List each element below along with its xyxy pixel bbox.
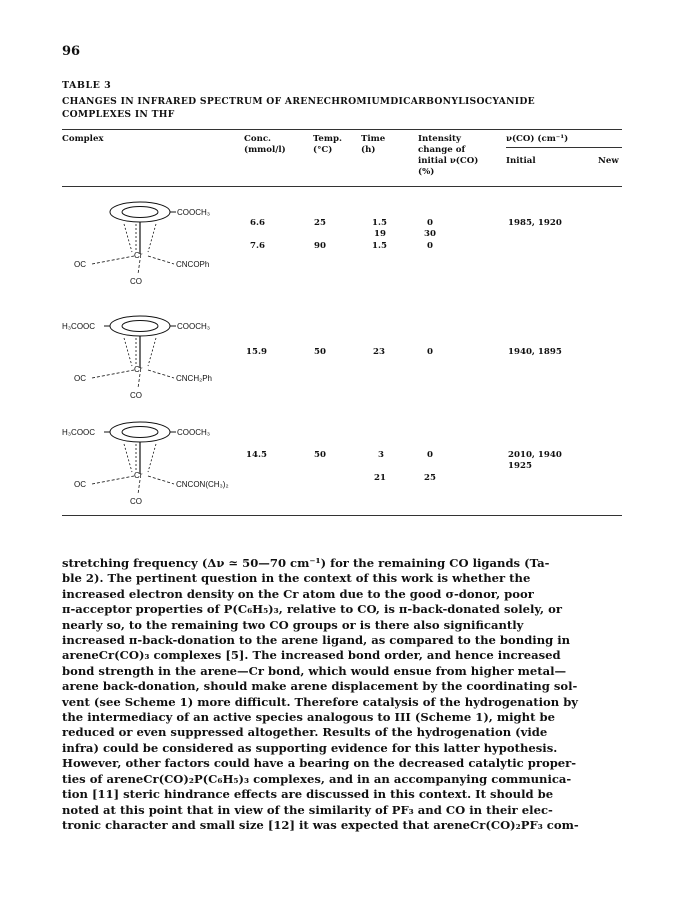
- body-line: noted at this point that in view of the similarity of PF₃ and CO in their elec-: [62, 802, 553, 817]
- body-line: reduced or even suppressed altogether. Results of the hydrogenation (vide: [62, 725, 548, 740]
- body-line: increased electron density on the Cr atom due to the good σ-donor, poor: [62, 586, 534, 601]
- benzene-inner-ring: [122, 321, 158, 332]
- body-line: ties of areneCr(CO)₂P(C₆H₅)₃ complexes, and in an accompanying communica-: [62, 771, 572, 786]
- page-number: 96: [62, 44, 81, 59]
- row3-time-1: 3: [378, 450, 384, 460]
- header-new: New: [598, 156, 619, 166]
- header-nu-co: ν(CO) (cm⁻¹): [506, 134, 569, 144]
- row2-intensity-1: 0: [427, 347, 433, 357]
- header-intensity-line-3: initial ν(CO): [418, 156, 479, 166]
- body-line: stretching frequency (Δν ≃ 50—70 cm⁻¹) for the remaining CO ligands (Ta-: [62, 556, 550, 570]
- row3-time-2: 21: [374, 473, 386, 483]
- table-bottom-rule: [62, 515, 622, 516]
- row3-conc-1: 14.5: [246, 450, 267, 460]
- header-time-line-2: (h): [361, 145, 376, 155]
- row1-temp-2: 90: [314, 241, 326, 251]
- complex-structure-2: [62, 312, 242, 412]
- chromium-label: Cr: [134, 365, 143, 374]
- isocyanide-ligand-label: CNCON(CH₃)₂: [176, 480, 229, 489]
- complex-structure-3: [62, 418, 252, 518]
- row2-conc-1: 15.9: [246, 347, 267, 357]
- row2-time-1: 23: [373, 347, 385, 357]
- row1-conc-1: 6.6: [250, 218, 265, 228]
- table-caption: [62, 96, 622, 121]
- row1-conc-2: 7.6: [250, 241, 265, 251]
- row1-intensity-1: 0: [427, 218, 433, 228]
- complex-structure-1: [62, 192, 242, 292]
- body-line: However, other factors could have a bearing on the decreased catalytic proper-: [62, 756, 577, 771]
- row2-initial-1: 1940, 1895: [508, 347, 562, 357]
- header-intensity-line-2: change of: [418, 145, 466, 155]
- body-line: tronic character and small size [12] it was expected that areneCr(CO)₂PF₃ com-: [62, 817, 579, 832]
- body-line: infra) could be considered as supporting evidence for this latter hypothesis.: [62, 740, 558, 755]
- body-line: tion [11] steric hindrance effects are discussed in this context. It should be: [62, 787, 554, 802]
- header-complex: Complex: [62, 134, 104, 144]
- substituent-top: COOCH₃: [177, 208, 211, 217]
- isocyanide-ligand-label: CNCH₂Ph: [176, 374, 212, 383]
- body-paragraph: [62, 556, 626, 833]
- row3-temp-1: 50: [314, 450, 326, 460]
- row1-intensity-3: 0: [427, 241, 433, 251]
- header-conc: [244, 134, 286, 156]
- header-time: [361, 134, 385, 156]
- header-intensity: [418, 134, 478, 178]
- oc-ligand-label: OC: [74, 374, 86, 383]
- row3-intensity-2: 25: [424, 473, 436, 483]
- header-initial: Initial: [506, 156, 536, 166]
- benzene-ring: [110, 202, 170, 222]
- body-line: bond strength in the arene—Cr bond, which would ensue from higher metal—: [62, 663, 567, 678]
- benzene-ring: [110, 422, 170, 442]
- body-line: ble 2). The pertinent question in the context of this work is whether the: [62, 571, 531, 586]
- header-conc-line-1: Conc.: [244, 134, 272, 144]
- header-temp-line-1: Temp.: [313, 134, 342, 144]
- header-temp-line-2: (°C): [313, 145, 333, 155]
- header-temp: [313, 134, 342, 156]
- table-header-rule: [62, 186, 622, 187]
- table-label: TABLE 3: [62, 80, 112, 91]
- body-line: π-acceptor properties of P(C₆H₅)₃, relative to CO, is π-back-donated solely, or: [62, 602, 562, 617]
- body-line: nearly so, to the remaining two CO groups or is there also significantly: [62, 617, 524, 632]
- oc-ligand-label: OC: [74, 260, 86, 269]
- substituent-top: COOCH₃: [177, 322, 211, 331]
- body-line: arene back-donation, should make arene displacement by the coordinating sol-: [62, 679, 578, 694]
- table-top-rule: [62, 129, 622, 130]
- substituent-top: COOCH₃: [177, 428, 211, 437]
- header-intensity-line-1: Intensity: [418, 134, 462, 144]
- row2-temp-1: 50: [314, 347, 326, 357]
- row1-initial-1: 1985, 1920: [508, 218, 562, 228]
- row3-intensity-1: 0: [427, 450, 433, 460]
- row3-initial-1: 2010, 1940: [508, 450, 562, 460]
- benzene-inner-ring: [122, 207, 158, 218]
- isocyanide-ligand-label: CNCOPh: [176, 260, 210, 269]
- oc-ligand-label: OC: [74, 480, 86, 489]
- substituent-left: H₃COOC: [62, 428, 96, 437]
- table-caption-line-1: CHANGES IN INFRARED SPECTRUM OF ARENECHROMIUMDICARBONYLISOCYANIDE: [62, 96, 535, 107]
- body-line: areneCr(CO)₃ complexes [5]. The increased bond order, and hence increased: [62, 648, 561, 663]
- body-line: increased π-back-donation to the arene ligand, as compared to the bonding in: [62, 633, 571, 648]
- co-ligand-label: CO: [130, 391, 142, 400]
- substituent-left: H₃COOC: [62, 322, 96, 331]
- header-conc-line-2: (mmol/l): [244, 145, 286, 155]
- header-time-line-1: Time: [361, 134, 386, 144]
- table-caption-line-2: COMPLEXES IN THF: [62, 108, 175, 120]
- body-line: vent (see Scheme 1) more difficult. Therefore catalysis of the hydrogenation by: [62, 694, 579, 709]
- row1-time-3: 1.5: [372, 241, 387, 251]
- co-ligand-label: CO: [130, 497, 142, 506]
- row1-intensity-2: 30: [424, 229, 436, 239]
- row1-time-2: 19: [374, 229, 386, 239]
- header-nu-co-rule: [506, 147, 622, 148]
- chromium-label: Cr: [134, 471, 143, 480]
- benzene-ring: [110, 316, 170, 336]
- row1-time-1: 1.5: [372, 218, 387, 228]
- body-line: the intermediacy of an active species analogous to III (Scheme 1), might be: [62, 710, 555, 725]
- co-ligand-label: CO: [130, 277, 142, 286]
- row1-temp-1: 25: [314, 218, 326, 228]
- row3-initial-2: 1925: [508, 461, 532, 471]
- chromium-label: Cr: [134, 251, 143, 260]
- benzene-inner-ring: [122, 427, 158, 438]
- header-intensity-line-4: (%): [418, 167, 435, 177]
